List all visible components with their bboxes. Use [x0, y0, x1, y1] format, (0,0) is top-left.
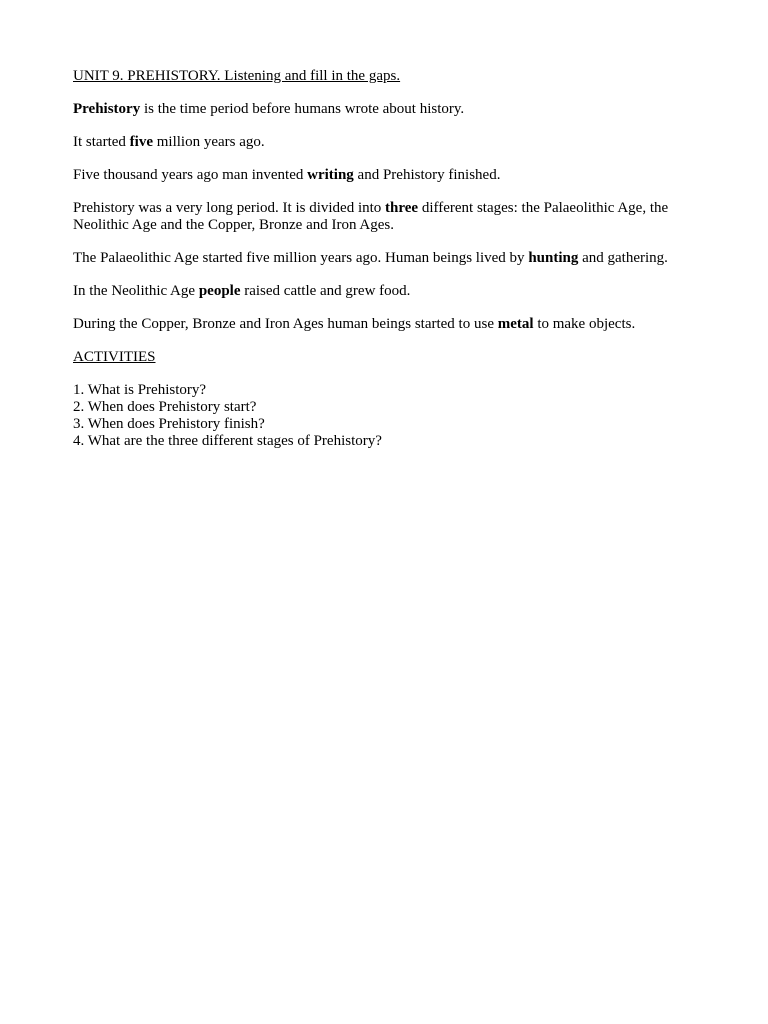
paragraph-2-pre: It started — [73, 134, 130, 150]
activities-heading — [73, 349, 703, 366]
activity-item: 2. When does Prehistory start? — [73, 399, 257, 415]
title-text: UNIT 9. PREHISTORY. Listening and fill in the gaps. — [73, 68, 401, 84]
document-title — [73, 68, 703, 85]
paragraph-5-keyword: hunting — [528, 250, 579, 266]
activity-item: 1. What is Prehistory? — [73, 382, 207, 398]
paragraph-7-keyword: metal — [497, 316, 534, 332]
paragraph-6-pre: In the Neolithic Age — [73, 283, 199, 299]
activities-list — [73, 382, 703, 450]
paragraph-4-pre: Prehistory was a very long period. It is divided into — [73, 200, 386, 216]
activity-item: 4. What are the three different stages of Prehistory? — [73, 433, 382, 449]
paragraph-6-keyword: people — [198, 283, 241, 299]
paragraph-7-post: to make objects. — [533, 316, 636, 332]
paragraph-4-keyword: three — [385, 200, 419, 216]
paragraph-3-pre: Five thousand years ago man invented — [73, 167, 308, 183]
paragraph-2-post: million years ago. — [152, 134, 265, 150]
paragraph-4 — [73, 200, 703, 234]
paragraph-3-keyword: writing — [307, 167, 354, 183]
document-page — [73, 68, 703, 450]
paragraph-1-post: is the time period before humans wrote about history. — [140, 101, 465, 117]
paragraph-6 — [73, 283, 703, 300]
paragraph-4-post: different stages: the Palaeolithic Age, the Neolithic Age and the Copper, Bronze and Iron Ages. — [73, 200, 669, 233]
paragraph-5 — [73, 250, 703, 267]
activity-item: 3. When does Prehistory finish? — [73, 416, 265, 432]
paragraph-2 — [73, 134, 703, 151]
paragraph-7-pre: During the Copper, Bronze and Iron Ages human beings started to use — [73, 316, 498, 332]
paragraph-3-post: and Prehistory finished. — [353, 167, 501, 183]
paragraph-1-keyword: Prehistory — [73, 101, 141, 117]
paragraph-1 — [73, 101, 703, 118]
paragraph-7 — [73, 316, 703, 333]
paragraph-5-post: and gathering. — [578, 250, 668, 266]
activities-heading-text: ACTIVITIES — [73, 349, 156, 365]
paragraph-3 — [73, 167, 703, 184]
paragraph-5-pre: The Palaeolithic Age started five million years ago. Human beings lived by — [73, 250, 529, 266]
paragraph-6-post: raised cattle and grew food. — [240, 283, 411, 299]
paragraph-2-keyword: five — [129, 134, 153, 150]
